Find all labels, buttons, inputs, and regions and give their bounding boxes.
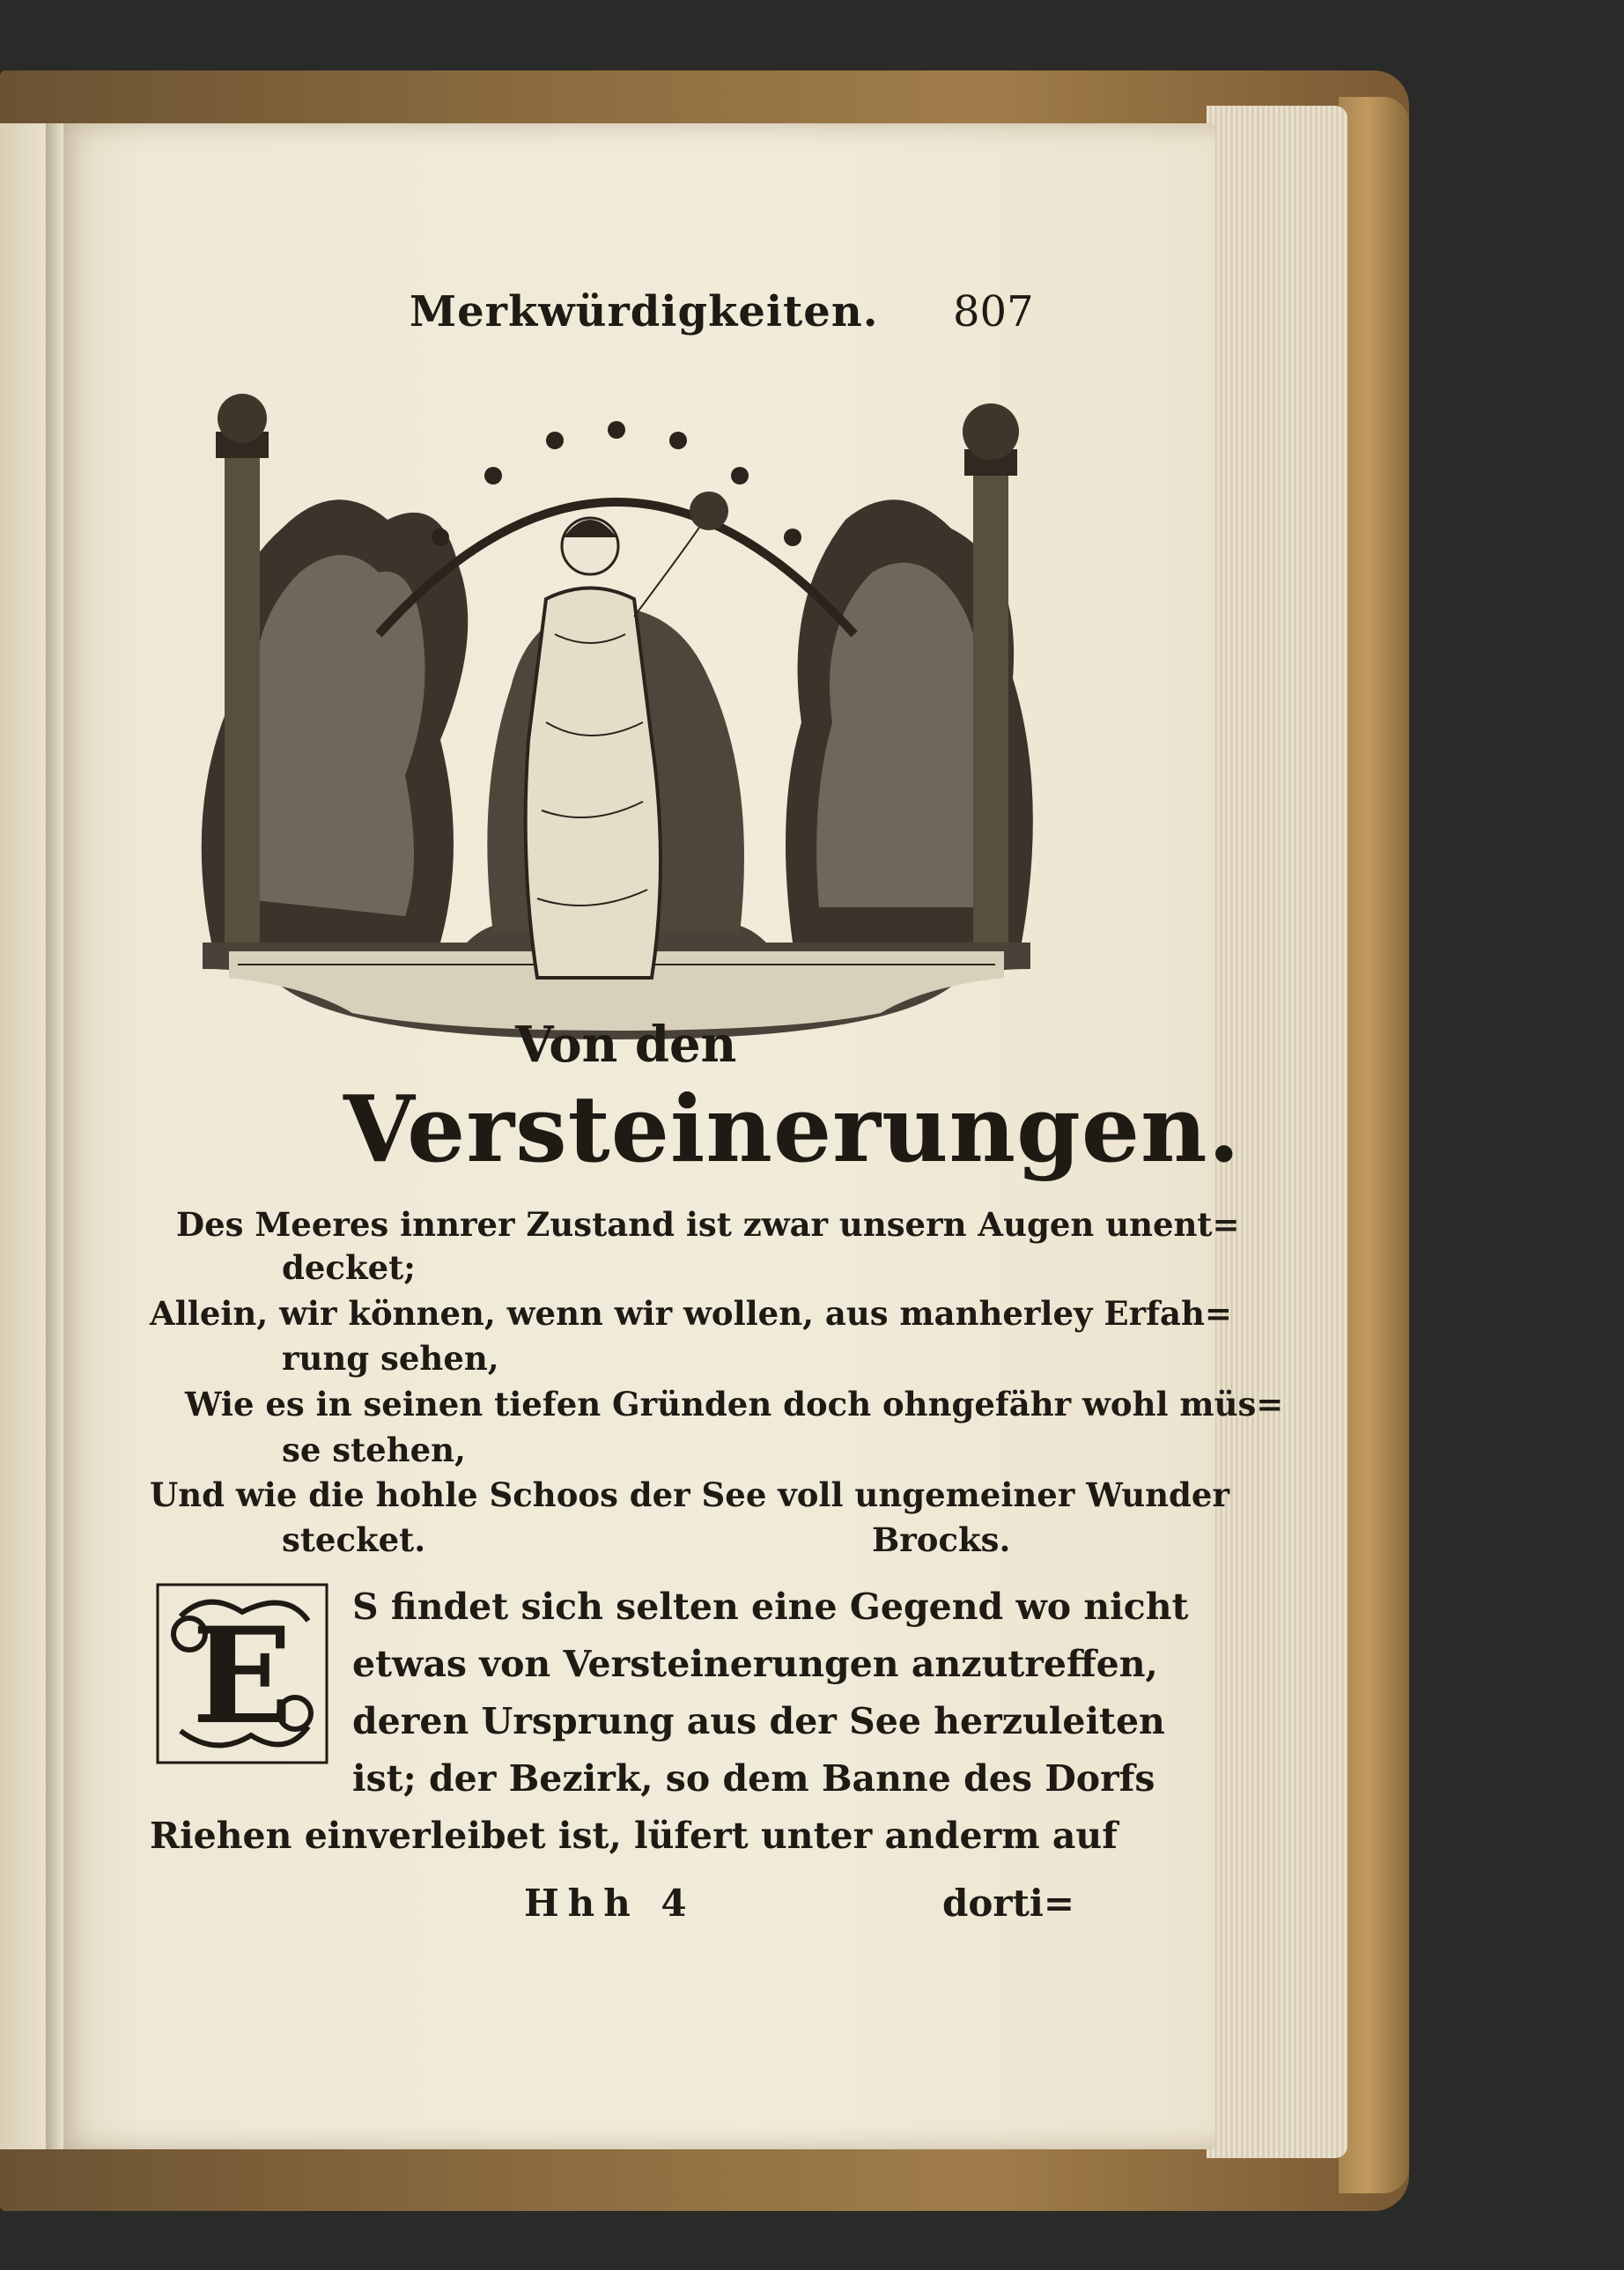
book-spine-edge [1339,97,1409,2193]
book-page [53,123,1284,2149]
body-line: etwas von Versteinerungen anzutreffen, [352,1643,1158,1685]
poem-line: Wie es in seinen tiefen Gründen doch ohngefähr wohl müs= [185,1385,1284,1423]
catchword: dorti= [942,1882,1075,1925]
body-line: Riehen einverleibet ist, lüfert unter anderm auf [150,1815,1118,1857]
section-heading-small: Von den [515,1016,737,1074]
ornamental-initial [154,1581,330,1766]
body-line: deren Ursprung aus der See herzuleiten [352,1700,1165,1742]
poem-line: Des Meeres innrer Zustand ist zwar unsern Augen unent= [176,1205,1240,1244]
poem-attribution: Brocks. [872,1520,1011,1559]
page-number: 807 [953,287,1034,336]
body-line: S findet sich selten eine Gegend wo nicht [352,1586,1189,1628]
poem-line: Und wie die hohle Schoos der See voll ungemeiner Wunder [150,1475,1229,1514]
left-page [0,123,53,2149]
woodcut-illustration [176,370,1057,1075]
poem-line: rung sehen, [282,1339,499,1378]
signature-mark: Hhh 4 [524,1882,696,1925]
running-head: Merkwürdigkeiten. [410,287,879,336]
poem-line: Allein, wir können, wenn wir wollen, aus manherley Erfah= [150,1294,1232,1333]
poem-line: se stehen, [282,1431,466,1469]
initial-letter: E [191,1599,293,1754]
poem-line: decket; [282,1248,416,1287]
section-heading-large: Versteinerungen. [343,1075,1241,1183]
body-line: ist; der Bezirk, so dem Banne des Dorfs [352,1757,1155,1800]
page-gutter [46,123,63,2149]
poem-line: stecket. [282,1520,426,1559]
